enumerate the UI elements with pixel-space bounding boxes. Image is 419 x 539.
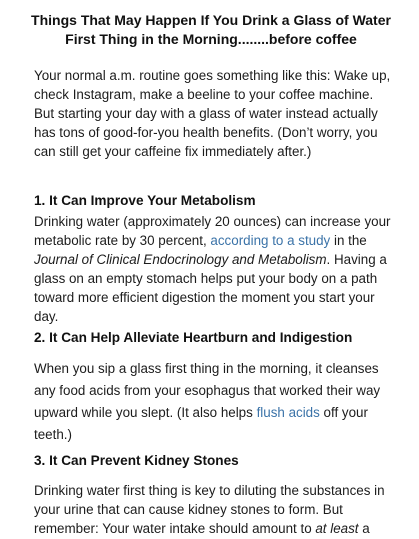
study-link[interactable]: according to a study — [210, 233, 331, 248]
section-text: . Having a glass on an empty stomach helps put your body on a path toward more efficient digestion the moment you start your day. — [34, 252, 387, 324]
section-paragraph-kidney-stones — [34, 481, 394, 538]
intro-paragraph: Your normal a.m. routine goes something like this: Wake up, check Instagram, make a beeline to your coffee machine. But starting your day with a glass of water instead actually has tons of good-for-you health benefits. (Don’t worry, you can still get your caffeine fix immediately after.) — [34, 68, 391, 159]
section-heading-kidney-stones: 3. It Can Prevent Kidney Stones — [34, 453, 239, 468]
section-text: in the — [330, 233, 367, 248]
section-text: a — [358, 521, 370, 536]
flush-acids-link[interactable]: flush acids — [256, 405, 320, 420]
journal-name: Journal of Clinical Endocrinology and Metabolism — [34, 252, 327, 267]
section-text: Drinking water (approximately 20 ounces) can increase your metabolic rate by 30 percent, — [34, 214, 391, 248]
section-text: When you sip a glass first thing in the morning, it cleanses any food acids from your esophagus that worked their way upward while you slept. (It also helps — [34, 361, 381, 420]
article-title: Things That May Happen If You Drink a Glass of Water First Thing in the Morning........before coffee — [31, 12, 391, 47]
section-text: Drinking water first thing is key to diluting the substances in your urine that can cause kidney stones to form. But remember: Your water intake should amount to — [34, 483, 385, 536]
section-text: off your teeth.) — [34, 405, 368, 442]
section-heading-metabolism: 1. It Can Improve Your Metabolism — [34, 193, 256, 208]
emphasis-text: at least — [315, 521, 359, 536]
section-heading-heartburn: 2. It Can Help Alleviate Heartburn and Indigestion — [34, 330, 353, 345]
section-paragraph-heartburn — [34, 358, 394, 446]
section-paragraph-metabolism — [34, 212, 394, 326]
